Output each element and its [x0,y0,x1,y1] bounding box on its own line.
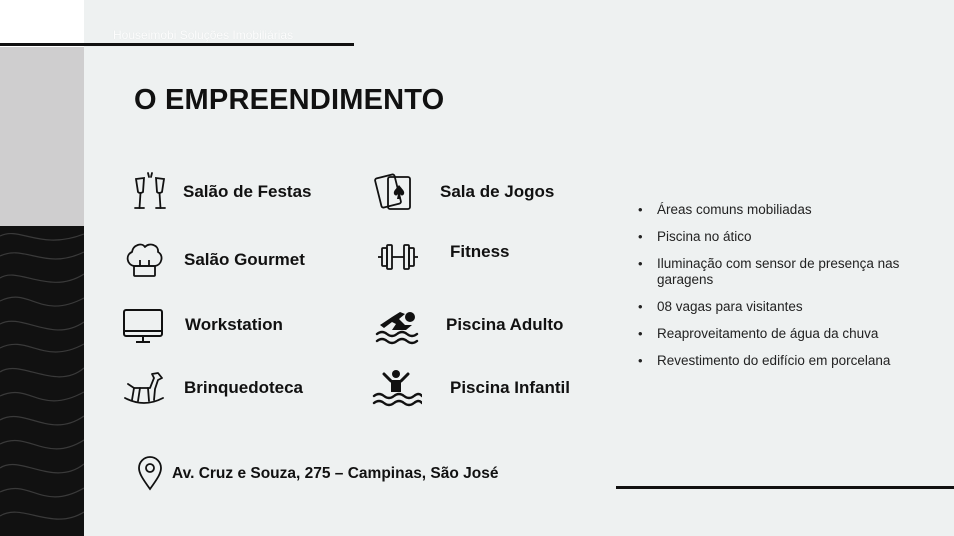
amenity-label: Piscina Infantil [450,378,570,397]
amenity-label: Piscina Adulto [446,315,564,334]
amenity-workstation [121,303,283,347]
list-item: • Piscina no ático [638,229,752,244]
location-pin-icon [136,456,164,492]
amenity-label: Fitness [450,242,510,261]
amenity-label: Salão Gourmet [184,250,305,269]
list-item: • 08 vagas para visitantes [638,299,803,314]
list-item: • Áreas comuns mobiliadas [638,202,812,217]
rocking-horse-icon [122,366,166,410]
amenity-label: Brinquedoteca [184,378,304,397]
amenity-salao-de-festas [128,170,312,214]
champagne-glasses-icon [128,170,172,214]
playing-cards-icon [374,170,418,214]
amenity-sala-de-jogos [374,170,554,214]
list-item: • Reaproveitamento de água da chuva [638,326,879,341]
amenity-salao-gourmet [122,238,305,282]
child-pool-icon [372,366,422,410]
dumbbell-icon [376,234,420,278]
amenity-piscina-infantil [372,366,570,410]
list-item: • Iluminação com sensor de presença nas garagens [638,256,900,287]
bottom-divider [616,486,954,489]
brand-watermark: Houseimobi Soluções Imobiliárias [113,28,294,42]
left-dark-texture-band [0,226,84,536]
wave-texture [0,226,84,536]
amenity-label: Workstation [185,315,283,334]
swimmer-icon [374,303,422,347]
chef-hat-icon [122,238,166,282]
amenity-piscina-adulto [374,303,563,347]
left-white-corner [0,0,84,47]
page-title: O EMPREENDIMENTO [134,84,445,116]
amenity-fitness [376,234,510,278]
top-divider [0,43,354,46]
monitor-icon [121,303,165,347]
list-item: • Revestimento do edifício em porcelana [638,353,891,368]
amenity-label: Salão de Festas [183,182,312,201]
address [136,456,498,492]
amenity-brinquedoteca [122,366,303,410]
amenity-label: Sala de Jogos [440,182,555,201]
address-text: Av. Cruz e Souza, 275 – Campinas, São José [172,465,499,482]
features-list [636,202,906,380]
